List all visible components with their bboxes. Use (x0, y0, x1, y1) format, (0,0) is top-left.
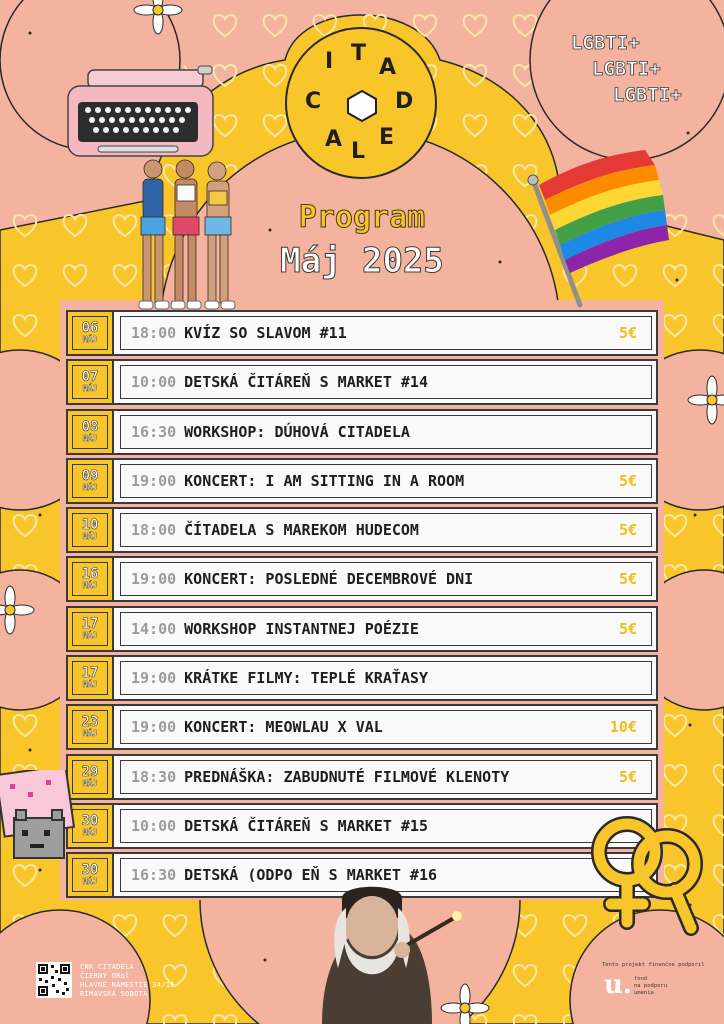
logo-letter: D (395, 89, 414, 114)
event-box (120, 661, 652, 695)
lgbti-label: LGBTI+ (571, 32, 640, 54)
logo-letter: L (351, 139, 366, 164)
event-day: 09 (81, 467, 99, 484)
logo-letter: I (325, 49, 334, 74)
event-price: 5€ (618, 471, 637, 490)
address-block (80, 963, 175, 999)
event-price: 5€ (618, 570, 637, 589)
event-name: WORKSHOP: DÚHOVÁ CITADELA (184, 422, 410, 441)
event-price: 5€ (618, 521, 637, 540)
date-badge (68, 558, 114, 600)
address-line: ČIERNY ORol (80, 972, 130, 980)
event-day: 06 (81, 320, 99, 336)
schedule-row (66, 409, 658, 455)
event-month: MÁJ (82, 433, 98, 443)
event-day: 17 (81, 615, 99, 632)
event-time: 10:00 (131, 373, 177, 392)
rainbow-flag-icon (525, 145, 675, 310)
event-day: 17 (81, 665, 99, 682)
event-name: KVÍZ SO SLAVOM #11 (184, 324, 347, 342)
event-time: 16:30 (131, 866, 177, 885)
event-time: 19:00 (131, 718, 177, 737)
event-day: 08 (81, 418, 99, 435)
event-time: 19:00 (131, 570, 177, 589)
men-figures-image (125, 155, 245, 313)
date-badge (68, 706, 114, 748)
fund-logo: u. (604, 970, 632, 1000)
event-time: 18:30 (131, 767, 177, 786)
event-month: MÁJ (82, 630, 98, 640)
logo-letter: E (379, 125, 395, 150)
event-day: 30 (81, 862, 99, 879)
nyan-cat-icon (0, 770, 78, 882)
event-month: MÁJ (82, 877, 98, 887)
event-box (120, 316, 652, 350)
date-frame (72, 710, 108, 744)
event-name: KONCERT: POSLEDNÉ DECEMBROVÉ DNI (184, 570, 474, 589)
event-box (120, 415, 652, 449)
date-frame (72, 612, 108, 646)
logo-letter: C (305, 89, 322, 114)
event-box (120, 562, 652, 596)
event-name: DETSKÁ ČITÁREŇ S MARKET #15 (184, 816, 428, 835)
fund-name (634, 976, 667, 997)
address-line: HLAVNÉ NÁMESTIE 34/16 (80, 981, 175, 989)
date-badge (68, 608, 114, 650)
logo-letter: A (325, 127, 343, 152)
event-schedule (66, 310, 658, 902)
date-frame (72, 661, 108, 695)
lgbti-label: LGBTI+ (613, 84, 682, 106)
event-day: 30 (81, 812, 99, 829)
event-box (120, 513, 652, 547)
logo-letter: T (351, 41, 367, 66)
schedule-row (66, 655, 658, 701)
event-box (120, 760, 652, 794)
fund-name-line: fond (634, 976, 648, 982)
event-box (120, 710, 652, 744)
event-month: MÁJ (82, 778, 98, 788)
event-time: 19:00 (131, 471, 177, 490)
schedule-row (66, 458, 658, 504)
logo-letter: A (379, 55, 397, 80)
schedule-row (66, 803, 658, 849)
date-frame (72, 415, 108, 449)
event-day: 10 (81, 517, 99, 534)
event-name: ČÍTADELA S MAREKOM HUDECOM (184, 521, 419, 540)
schedule-row (66, 754, 658, 800)
citadela-logo (285, 27, 437, 179)
event-month: MÁJ (82, 680, 98, 690)
schedule-row (66, 704, 658, 750)
date-frame (72, 316, 108, 350)
address-line: CNK CITADELA (80, 963, 135, 971)
event-time: 10:00 (131, 816, 177, 835)
fund-name-line: na podporu (634, 983, 668, 989)
schedule-row (66, 606, 658, 652)
event-day: 07 (81, 369, 99, 386)
schedule-row (66, 310, 658, 356)
event-day: 29 (81, 763, 99, 780)
event-price: 5€ (618, 767, 637, 786)
hexagon-icon (345, 89, 379, 123)
event-month: MÁJ (82, 384, 98, 394)
event-month: MÁJ (82, 532, 98, 542)
event-day: 16 (81, 566, 99, 583)
event-box (120, 365, 652, 399)
date-badge (68, 460, 114, 502)
date-frame (72, 464, 108, 498)
event-time: 16:30 (131, 422, 177, 441)
event-month: MÁJ (82, 335, 98, 344)
event-month: MÁJ (82, 581, 98, 591)
qr-code-icon (36, 962, 72, 998)
program-title: Program (298, 200, 426, 235)
date-badge (68, 361, 114, 403)
event-name: WORKSHOP INSTANTNEJ POÉZIE (184, 619, 419, 638)
schedule-row (66, 556, 658, 602)
address-line: RIMAVSKÁ SOBOTA (80, 990, 148, 998)
female-symbols-icon (585, 810, 715, 940)
event-name: KONCERT: I AM SITTING IN A ROOM (184, 471, 465, 490)
wizard-image (282, 878, 472, 1024)
date-badge (68, 509, 114, 551)
date-badge (68, 312, 114, 354)
event-price: 5€ (618, 619, 637, 638)
event-name: KONCERT: MEOWLAU X VAL (184, 718, 383, 737)
date-badge (68, 657, 114, 699)
event-month: MÁJ (82, 482, 98, 492)
event-month: MÁJ (82, 729, 98, 739)
schedule-row (66, 359, 658, 405)
event-time: 18:00 (131, 521, 177, 540)
fund-name-line: umenia (634, 990, 654, 996)
event-day: 23 (81, 714, 99, 731)
event-time: 18:00 (131, 324, 177, 342)
month-title: Máj 2025 (280, 241, 444, 281)
lgbti-label: LGBTI+ (592, 58, 661, 80)
date-frame (72, 562, 108, 596)
event-box (120, 809, 652, 843)
event-price: 10€ (609, 718, 637, 737)
event-box (120, 612, 652, 646)
event-time: 14:00 (131, 619, 177, 638)
support-text: Tento projekt finančne podporil (602, 962, 705, 968)
date-frame (72, 513, 108, 547)
event-name: PREDNÁŠKA: ZABUDNUTÉ FILMOVÉ KLENOTY (184, 767, 510, 786)
event-name: DETSKÁ ČITÁREŇ S MARKET #14 (184, 373, 428, 392)
event-box (120, 464, 652, 498)
event-time: 19:00 (131, 669, 177, 688)
event-month: MÁJ (82, 827, 98, 837)
event-name: KRÁTKE FILMY: TEPLÉ KRAŤASY (184, 669, 428, 688)
schedule-row (66, 507, 658, 553)
date-frame (72, 365, 108, 399)
date-badge (68, 411, 114, 453)
event-price: 5€ (618, 324, 637, 342)
event-name: DETSKÁ (ODPO EŇ S MARKET #16 (184, 866, 438, 885)
